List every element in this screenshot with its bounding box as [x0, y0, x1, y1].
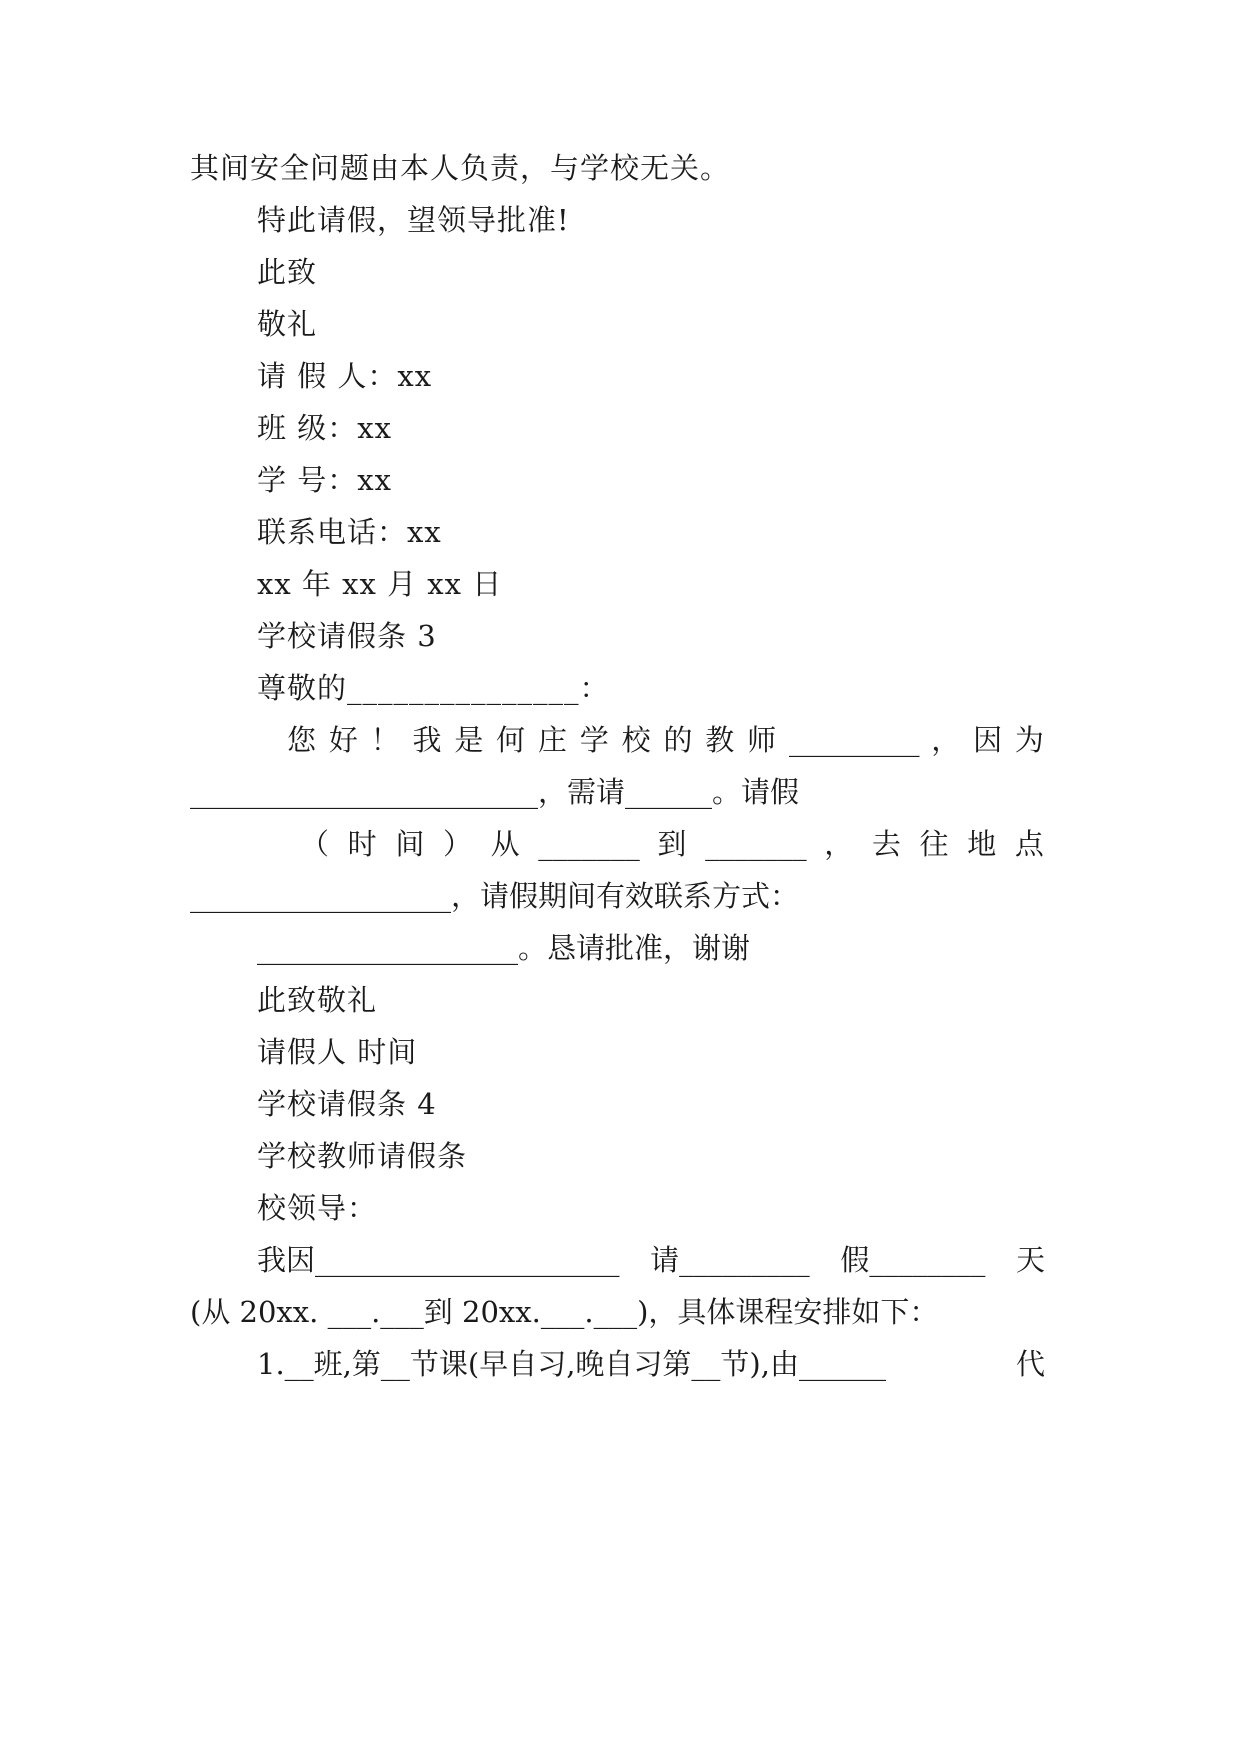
word: 教 [705, 723, 736, 757]
field-date: xx 年 xx 月 xx 日 [257, 567, 503, 601]
section-title-4: 学校请假条 4 [257, 1087, 437, 1121]
closing-cizhi-jingli: 此致敬礼 [257, 983, 378, 1017]
closing-jingli: 敬礼 [257, 307, 318, 341]
section-title-3: 学校请假条 3 [257, 619, 437, 653]
word: 何 [496, 723, 527, 757]
word: 地 [967, 827, 998, 861]
word: ） [442, 827, 473, 861]
word: 好 [328, 723, 359, 757]
field-phone: 联系电话：xx [257, 515, 442, 549]
word: 师 [747, 723, 778, 757]
salutation: 尊敬的_______________： [257, 671, 610, 705]
word: 是 [454, 723, 485, 757]
word: 为 [1014, 723, 1045, 757]
paragraph-contact-line: __________________。恳请批准，谢谢 [257, 931, 751, 965]
segment: 天 [1015, 1243, 1045, 1277]
segment: 代 [1015, 1347, 1045, 1381]
signature-applicant-time: 请假人 时间 [257, 1035, 418, 1069]
word: 学 [579, 723, 610, 757]
list-item-course-1 [257, 1344, 1045, 1384]
word: （ [300, 827, 331, 861]
word: 从 [490, 827, 521, 861]
paragraph-safety-responsibility: 其间安全问题由本人负责，与学校无关。 [190, 151, 731, 185]
field-class: 班 级：xx [257, 411, 392, 445]
word: 时 [347, 827, 378, 861]
field-student-id: 学 号：xx [257, 463, 392, 497]
word: 去 [871, 827, 902, 861]
blank-to: _______ [705, 827, 807, 861]
closing-cizhi: 此致 [257, 255, 318, 289]
word: 我 [412, 723, 443, 757]
word: 间 [395, 827, 426, 861]
word: 庄 [537, 723, 568, 757]
word: 点 [1014, 827, 1045, 861]
paragraph-reason-line: ________________________，需请______。请假 [190, 775, 800, 809]
word: 的 [663, 723, 694, 757]
segment: 假________ [840, 1243, 986, 1277]
word: 您 [287, 723, 318, 757]
segment: 我因_____________________ [257, 1243, 620, 1277]
paragraph-leave-reason [257, 1240, 1045, 1280]
blank-from: _______ [538, 827, 640, 861]
blank-teacher-name: _________ [788, 723, 920, 757]
word: 因 [973, 723, 1004, 757]
word: 校 [621, 723, 652, 757]
paragraph-greeting-line [287, 720, 1045, 760]
segment: 请_________ [650, 1243, 810, 1277]
word: ， [931, 723, 962, 757]
paragraph-time-line [300, 824, 1045, 864]
word: 到 [657, 827, 688, 861]
paragraph-date-range: (从 20xx. ___.___到 20xx.___.___)，具体课程安排如下： [190, 1295, 939, 1329]
paragraph-request-approval: 特此请假，望领导批准! [257, 203, 570, 237]
document-heading: 学校教师请假条 [257, 1139, 468, 1173]
word: ， [824, 827, 855, 861]
field-applicant: 请 假 人：xx [257, 359, 433, 393]
word: ！ [370, 723, 401, 757]
salutation-school-leaders: 校领导： [257, 1191, 378, 1225]
paragraph-destination-line: __________________，请假期间有效联系方式： [190, 879, 800, 913]
word: 往 [919, 827, 950, 861]
segment: 1.__班,第__节课(早自习,晚自习第__节),由______ [257, 1347, 886, 1381]
